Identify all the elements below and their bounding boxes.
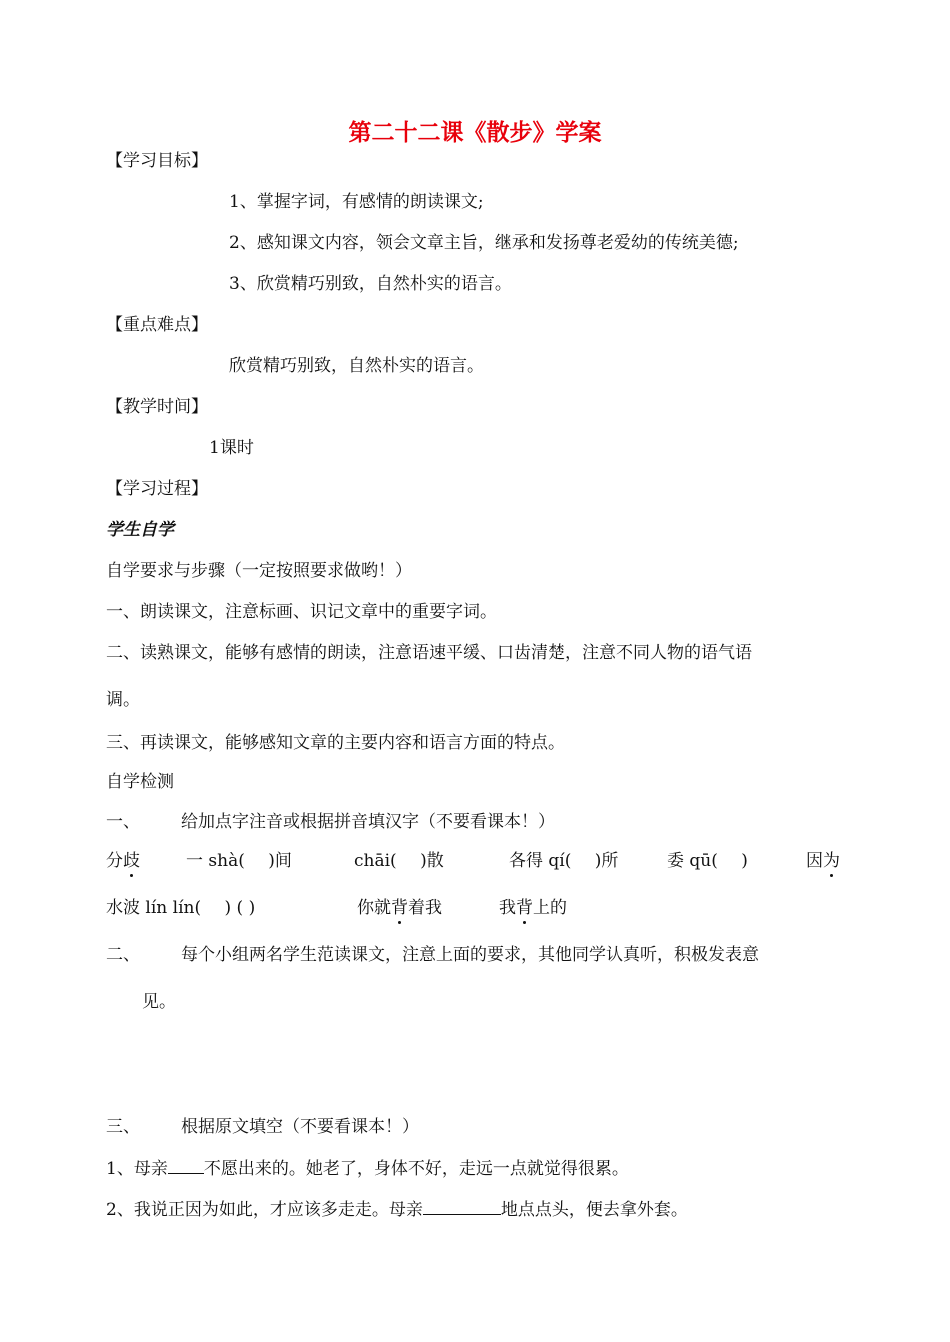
goal-item-2: 2、感知课文内容，领会文章主旨，继承和发扬尊老爱幼的传统美德;	[229, 233, 739, 253]
item-text: 一 shà(	[186, 851, 245, 871]
exercise-1-number: 一、	[106, 812, 140, 832]
requirements-title: 自学要求与步骤（一定按照要求做哟！）	[106, 561, 412, 581]
goal-item-1: 1、掌握字词，有感情的朗读课文;	[229, 192, 484, 212]
teaching-time-text: 1课时	[209, 438, 254, 458]
question-text: 2、我说正因为如此，才应该多走走。母亲	[106, 1200, 423, 1220]
step-1: 一、朗读课文，注意标画、识记文章中的重要字词。	[106, 602, 497, 622]
self-check-title: 自学检测	[106, 772, 174, 792]
fill-question-2	[106, 1198, 688, 1221]
item-text: )	[735, 851, 748, 871]
exercise-2-line-1: 每个小组两名学生范读课文，注意上面的要求，其他同学认真听，积极发表意	[181, 945, 759, 965]
exercise-1-item	[106, 850, 140, 872]
exercise-1-item	[667, 850, 748, 872]
exercise-1-item	[354, 850, 444, 872]
exercise-3-number: 三、	[106, 1117, 140, 1137]
dotted-char: 为	[823, 851, 840, 871]
item-text: 你就	[357, 898, 391, 918]
goal-item-3: 3、欣赏精巧别致，自然朴实的语言。	[229, 274, 512, 294]
item-text: 我	[499, 898, 516, 918]
question-text: 1、母亲	[106, 1159, 168, 1179]
goals-heading: 【学习目标】	[106, 151, 208, 171]
step-3: 三、再读课文，能够感知文章的主要内容和语言方面的特点。	[106, 733, 565, 753]
exercise-1-item	[357, 897, 442, 919]
item-text: 水波 lín lín(	[106, 898, 202, 918]
key-points-text: 欣赏精巧别致，自然朴实的语言。	[229, 356, 484, 376]
dotted-char: 背	[516, 898, 533, 918]
question-text: 不愿出来的。她老了，身体不好，走远一点就觉得很累。	[203, 1159, 629, 1179]
step-2-line-1: 二、读熟课文，能够有感情的朗读，注意语速平缓、口齿清楚，注意不同人物的语气语	[106, 643, 752, 663]
answer-blank[interactable]	[423, 1198, 501, 1215]
exercise-2-number: 二、	[106, 945, 140, 965]
exercise-3-prompt: 根据原文填空（不要看课本！）	[181, 1117, 419, 1137]
item-text: 因	[806, 851, 823, 871]
item-text: )散	[414, 851, 444, 871]
exercise-1-item	[499, 897, 567, 919]
item-text: 各得 qí(	[509, 851, 572, 871]
page-title: 第二十二课《散步》学案	[348, 119, 602, 146]
teaching-time-heading: 【教学时间】	[106, 397, 208, 417]
learning-process-heading: 【学习过程】	[106, 479, 208, 499]
dotted-char: 歧	[123, 851, 140, 871]
item-text: )所	[589, 851, 619, 871]
step-2-line-2: 调。	[106, 690, 140, 710]
exercise-1-item	[106, 897, 255, 919]
item-text: 委 qū(	[667, 851, 718, 871]
question-text: 地点点头，便去拿外套。	[500, 1200, 688, 1220]
exercise-2-line-2: 见。	[142, 992, 176, 1012]
item-text: chāi(	[354, 851, 397, 871]
fill-question-1	[106, 1157, 629, 1180]
item-text: ) ( )	[219, 898, 256, 918]
exercise-1-item	[509, 850, 618, 872]
dotted-char: 背	[391, 898, 408, 918]
item-text: 着我	[408, 898, 442, 918]
self-study-heading: 学生自学	[106, 520, 174, 540]
item-text: 分	[106, 851, 123, 871]
key-points-heading: 【重点难点】	[106, 315, 208, 335]
answer-blank[interactable]	[168, 1157, 204, 1174]
item-text: 上的	[533, 898, 567, 918]
exercise-1-prompt: 给加点字注音或根据拼音填汉字（不要看课本！）	[181, 812, 555, 832]
exercise-1-item	[806, 850, 840, 872]
item-text: )间	[262, 851, 292, 871]
exercise-1-item	[186, 850, 292, 872]
